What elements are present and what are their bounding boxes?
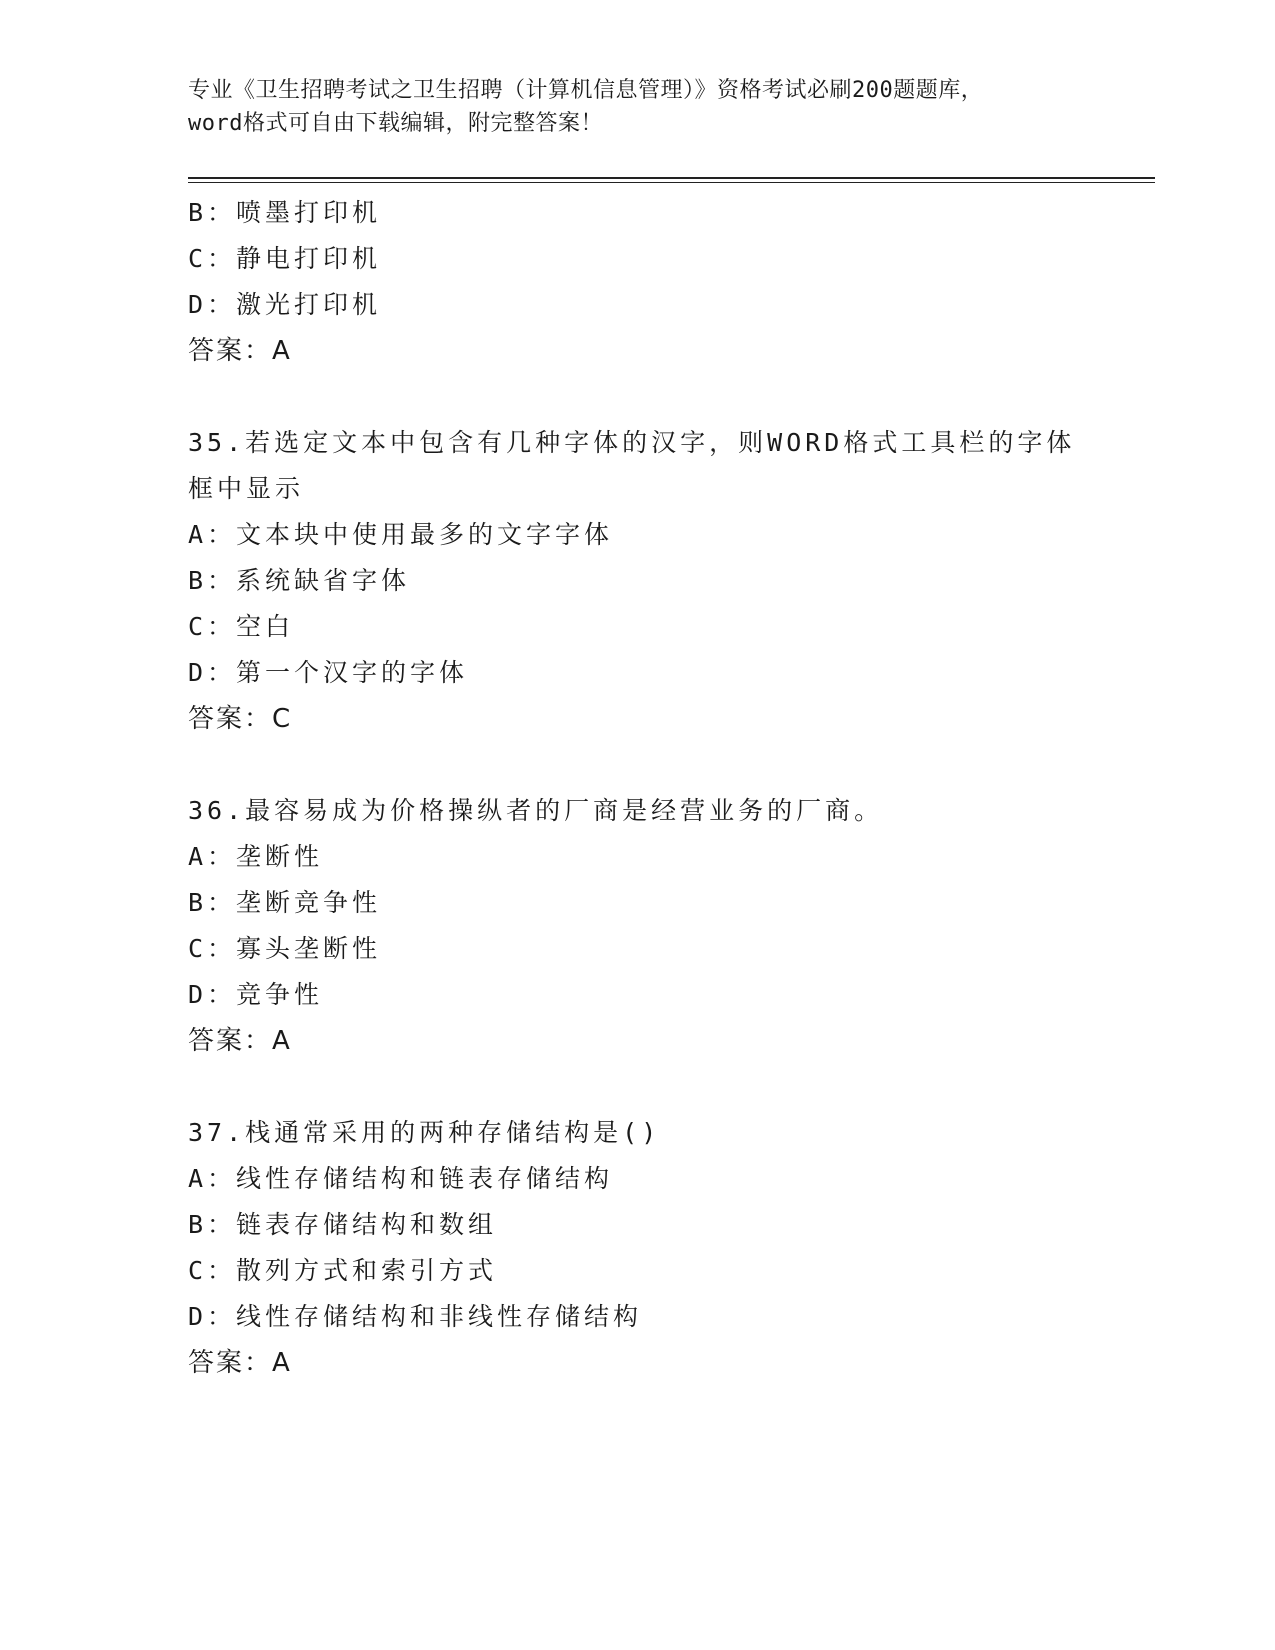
option-d: D：线性存储结构和非线性存储结构 [188, 1302, 643, 1331]
option-c: C：空白 [188, 612, 295, 641]
answer-label: 答案：A [188, 336, 292, 366]
answer-label: 答案：C [188, 704, 293, 734]
partial-question [188, 190, 1068, 374]
option-c: C：散列方式和索引方式 [188, 1256, 498, 1285]
header-divider-thin [188, 182, 1155, 183]
question-37 [188, 1110, 1068, 1386]
option-b: B：链表存储结构和数组 [188, 1210, 498, 1239]
option-c: C：寡头垄断性 [188, 934, 382, 963]
option-a: A：线性存储结构和链表存储结构 [188, 1164, 614, 1193]
option-b: B：系统缺省字体 [188, 566, 411, 595]
option-b: B：垄断竞争性 [188, 888, 382, 917]
option-d: D：第一个汉字的字体 [188, 658, 469, 687]
option-b: B：喷墨打印机 [188, 198, 382, 227]
question-text: 35.若选定文本中包含有几种字体的汉字，则WORD格式工具栏的字体 [188, 428, 1076, 457]
header-divider-thick [188, 177, 1155, 179]
option-c: C：静电打印机 [188, 244, 382, 273]
option-a: A：文本块中使用最多的文字字体 [188, 520, 614, 549]
answer-label: 答案：A [188, 1026, 292, 1056]
question-list [188, 190, 1076, 1386]
answer-label: 答案：A [188, 1348, 292, 1378]
question-36 [188, 788, 1068, 1064]
option-a: A：垄断性 [188, 842, 324, 871]
option-d: D：激光打印机 [188, 290, 382, 319]
question-text: 37.栈通常采用的两种存储结构是() [188, 1118, 661, 1147]
question-35 [188, 420, 1076, 742]
question-text-cont: 框中显示 [188, 474, 305, 503]
document-header [188, 74, 1068, 140]
header-line-2: word格式可自由下载编辑，附完整答案！ [188, 111, 603, 136]
option-d: D：竞争性 [188, 980, 324, 1009]
header-line-1: 专业《卫生招聘考试之卫生招聘（计算机信息管理）》资格考试必刷200题题库， [188, 78, 984, 103]
question-text: 36.最容易成为价格操纵者的厂商是经营业务的厂商。 [188, 796, 884, 825]
